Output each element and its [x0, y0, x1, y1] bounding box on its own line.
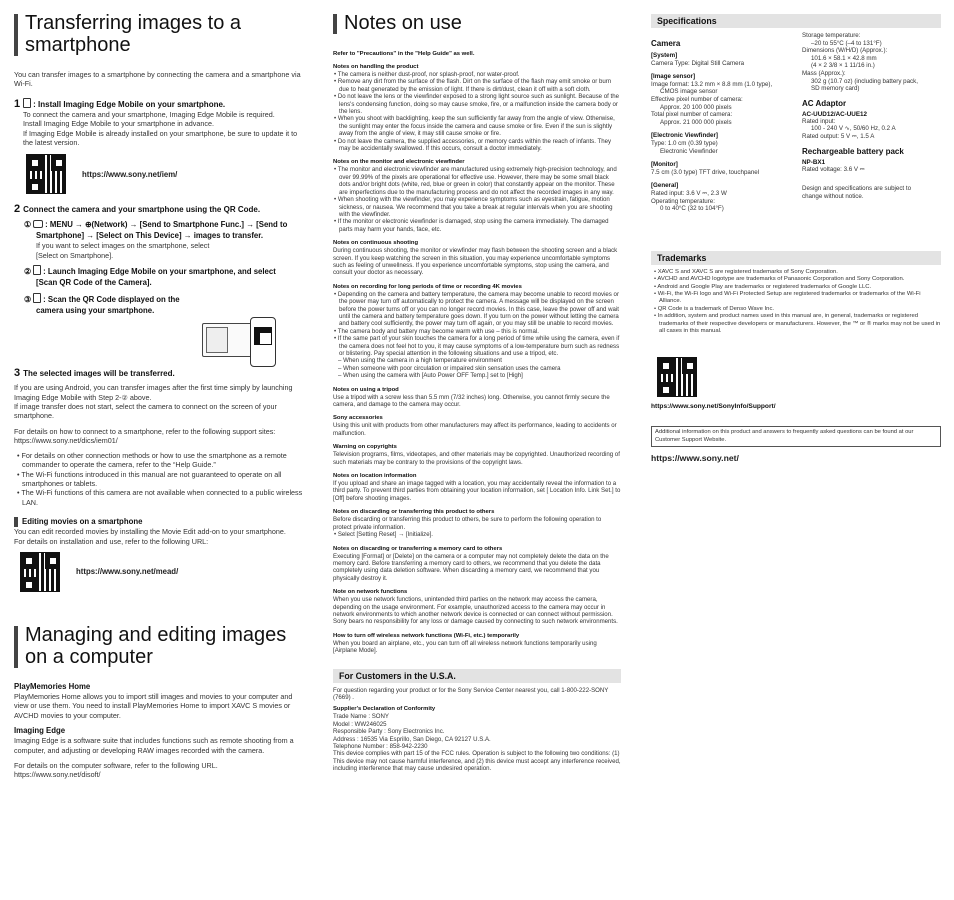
sdoc-line: Telephone Number : 858-942-2230	[333, 743, 428, 750]
notes-item: • Remove any dirt from the surface of the flash. Dirt on the surface of the flash may emit smoke or burn due to heat generated by the emission of light. If there is dirt/dust, clean it off with a soft cloth.	[334, 78, 612, 93]
list-item: • AVCHD and AVCHD logotype are trademarks of Panasonic Corporation and Sony Corporation.	[654, 276, 905, 283]
spec-group-label: [System]	[651, 52, 678, 59]
support-site-link[interactable]: https://www.sony.net/SonyInfo/Support/	[651, 403, 776, 411]
spec-value: 100 - 240 V ∿, 50/60 Hz, 0.2 A	[810, 125, 896, 133]
support-note: For details on how to connect to a smartphone, refer to the following support sites:	[14, 426, 276, 436]
spec-value: 302 g (10.7 oz) (including battery pack,	[810, 77, 918, 85]
spec-heading: AC Adaptor	[801, 98, 847, 108]
trademark-list	[651, 269, 941, 336]
list-item: • Wi-Fi, the Wi-Fi logo and Wi-Fi Protected Setup are registered trademarks or trademarks of the Wi-Fi Alliance.	[654, 290, 921, 305]
spec-value: Approx. 21 000 000 pixels	[660, 118, 732, 126]
notes-item: • The camera is neither dust-proof, nor splash-proof, nor water-proof.	[334, 71, 520, 78]
page-title: Transferring images to a smartphone	[25, 12, 242, 56]
qr-code-icon	[26, 154, 66, 194]
notes-sections	[333, 63, 621, 655]
spec-value: –20 to 55°C (–4 to 131°F)	[810, 39, 882, 47]
sdoc-title: Supplier's Declaration of Conformity	[333, 706, 436, 713]
notes-section-heading: Notes on continuous shooting	[333, 240, 419, 247]
spec-group-label: [Monitor]	[651, 161, 678, 169]
spec-value: Electronic Viewfinder	[660, 147, 718, 155]
imaging-edge-body: Imaging Edge is a software suite that includes functions such as remote shooting from a computer, and adjusting or developing RAW images recorded with the camera.	[14, 736, 294, 755]
android-note: If you are using Android, you can transfer images after the first time simply by launching Imaging Edge Mobile with Step 2-② above.	[14, 383, 293, 402]
spec-line: Storage temperature:	[801, 32, 861, 39]
usa-section-header: For Customers in the U.S.A.	[333, 669, 621, 683]
transfer-fail-note: If image transfer does not start, select the camera to connect on the screen of your smartphone.	[14, 402, 277, 421]
support-qr	[657, 357, 941, 397]
sdoc-line: Address : 16535 Via Esprillo, San Diego, CA 92127 U.S.A.	[333, 735, 491, 743]
qr-code-icon	[20, 552, 60, 592]
step-1-heading: 1 : Install Imaging Edge Mobile on your smartphone.	[14, 97, 226, 110]
substep-c: ③ : Scan the QR Code displayed on the camera using your smartphone.	[24, 295, 180, 316]
notes-item: – When using the camera with [Auto Power OFF Temp.] set to [High]	[338, 372, 523, 380]
smartphone-icon	[33, 293, 41, 303]
iem-qr-row	[26, 154, 304, 194]
sdoc-lines	[333, 713, 621, 772]
notes-section-heading: How to turn off wireless network functions (Wi-Fi, etc.) temporarily	[333, 632, 520, 639]
movies-body: You can edit recorded movies by installing the Movie Edit add-on to your smartphone. For details on installation and use, refer to the following URL:	[14, 527, 286, 546]
notes-title: Notes on use	[344, 12, 462, 34]
notes-item: – When using the camera in a high temperature environment	[338, 357, 502, 365]
qr-code-icon	[657, 357, 697, 397]
notes-item: • When shooting with the viewfinder, you may experience symptoms such as eyestrain, fatigue, motion sickness, or nausea. We recommend that you take a break at regular intervals when you are shooting with the viewfinder.	[334, 196, 613, 218]
notes-section-heading: Warning on copyrights	[333, 444, 397, 451]
list-item: • The Wi-Fi functions introduced in this manual are not guaranteed to operate on all smartphones or tablets.	[17, 469, 282, 488]
trademarks-header: Trademarks	[651, 251, 941, 265]
notes-heading	[333, 12, 621, 34]
software-link[interactable]: https://www.sony.net/disoft/	[14, 770, 101, 780]
spec-line: Rated input: 3.6 V ⎓, 2.3 W	[651, 189, 727, 197]
mead-qr-row	[20, 552, 304, 592]
mead-link[interactable]: https://www.sony.net/mead/	[76, 567, 179, 577]
computer-heading	[14, 624, 304, 668]
support-info-box: Additional information on this product and answers to frequently asked questions can be found at our Customer Support Website.	[651, 426, 941, 447]
list-item: • QR Code is a trademark of Denso Wave Inc.	[654, 305, 775, 312]
spec-value: 101.6 × 58.1 × 42.8 mm	[810, 54, 877, 62]
sdoc-line: Trade Name : SONY	[333, 713, 389, 721]
spec-group-label: [General]	[651, 182, 679, 190]
camera-icon	[33, 220, 43, 228]
specifications-header: Specifications	[651, 14, 941, 28]
software-note: For details on the computer software, refer to the following URL.	[14, 760, 218, 770]
notes-item: • The camera body and battery may become warm with use – this is normal.	[334, 327, 539, 335]
column-3	[651, 14, 941, 463]
substep-a-note: If you want to select images on the smartphone, select [Select on Smartphone].	[36, 241, 210, 260]
list-item: • XAVC S and XAVC S are registered trademarks of Sony Corporation.	[654, 268, 838, 275]
sdoc-line: This device complies with part 15 of the FCC rules. Operation is subject to the following two conditions: (1) This device may not cause harmful interference, and (2) this device must accept any interference received, including interference that may cause undesired operation.	[333, 750, 621, 773]
notes-item: • Do not leave the lens or the viewfinder exposed to a strong light source such as sunlight. Because of the lens's condensing function, doing so may cause smoke, fire, or a malfunction inside the camera body or the lens.	[334, 93, 619, 116]
notes-item: • Do not leave the camera, the supplied accessories, or memory cards within the reach of infants. They may be accidentally swallowed. If this occurs, consult a doctor immediately.	[334, 137, 612, 153]
notes-item: During continuous shooting, the monitor or viewfinder may flash between the shooting screen and a black screen. If you keep watching the screen in this situation, you may experience uncomfortable symptoms such as feeling of unwellness. If you experience uncomfortable symptoms, stop using the camera, and consult your doctor as necessary.	[333, 247, 618, 277]
step-2-substeps	[14, 219, 294, 316]
spec-value: (4 × 2 3/8 × 1 11/16 in.)	[810, 62, 875, 70]
movies-heading: Editing movies on a smartphone	[14, 517, 304, 527]
spec-value: Approx. 20 100 000 pixels	[660, 103, 732, 111]
spec-line: Total pixel number of camera:	[651, 111, 733, 119]
spec-group-label: [Image sensor]	[651, 73, 696, 81]
spec-line: Rated output: 5 V ⎓, 1.5 A	[801, 132, 875, 140]
list-item: • Android and Google Play are trademarks or registered trademarks of Google LLC.	[654, 283, 872, 290]
notes-section-heading: Notes on discarding or transferring this product to others	[333, 509, 495, 516]
notes-section-heading: Notes on using a tripod	[333, 386, 399, 393]
notes-item: When you board an airplane, etc., you can turn off all wireless network functions temporarily using [Airplane Mode].	[333, 639, 597, 655]
spec-heading: Rechargeable battery pack	[801, 146, 904, 156]
substep-a: ① : MENU → ⊕(Network) → [Send to Smartphone Func.] → [Send to Smartphone] → [Select on This Device] → images to transfer.	[24, 220, 288, 241]
spec-line: 7.5 cm (3.0 type) TFT drive, touchpanel	[651, 168, 760, 176]
spec-group-label: [Electronic Viewfinder]	[651, 132, 718, 140]
notes-item: • If the same part of your skin touches the camera for a long period of time while using the camera, even if the camera does not feel hot to you, it may cause symptoms of a low-temperature burn such as redness or blistering. Pay special attention in the following situations and use a tripod, etc.	[334, 335, 620, 357]
notes-item: When you use network functions, unintended third parties on the network may access the camera, depending on the usage environment. For example, unauthorized access to the camera may occur in network environments to which another network device is connected or can connect without permission. Sony bears no responsibility for any loss or damage caused by connecting to such network environments.	[333, 596, 618, 626]
notes-item: Television programs, films, videotapes, and other materials may be copyrighted. Unauthorized recording of such materials may be contrary to the provisions of the copyright laws.	[333, 451, 620, 466]
iem-link[interactable]: https://www.sony.net/iem/	[82, 169, 178, 179]
notes-item: Using this unit with products from other manufacturers may affect its performance, leading to accidents or malfunction.	[333, 422, 617, 437]
notes-item: • Depending on the camera and battery temperature, the camera may become unable to record movies or the power may turn off automatically to protect the camera. A message will be displayed on the screen before the power turns off or you can no longer record movies. In this case, leave the power off and wait until the camera and battery temperature goes down. If you turn on the power without letting the camera and battery cool sufficiently, the power may turn off again, or you may still be unable to record movies.	[334, 290, 619, 328]
substep-b: ② : Launch Imaging Edge Mobile on your smartphone, and select [Scan QR Code of the Camera].	[24, 267, 276, 288]
sdoc-line: Responsible Party : Sony Electronics Inc.	[333, 728, 445, 736]
spec-left	[651, 32, 794, 213]
spec-line: Dimensions (W/H/D) (Approx.):	[801, 47, 888, 55]
spec-line: Type: 1.0 cm (0.39 type)	[651, 139, 718, 147]
list-item: • The Wi-Fi functions of this camera are not available when connected to a public wireless LAN.	[17, 488, 303, 507]
help-guide-ref: Refer to "Precautions" in the "Help Guide" as well.	[333, 51, 475, 57]
notes-item: Executing [Format] or [Delete] on the camera or a computer may not completely delete the data on the memory card. Before transferring a memory card to others, we recommend that you delete the data completely using data deletion software. When discarding a memory card, we recommend that you physically destroy it.	[333, 552, 609, 582]
spec-line: Camera Type: Digital Still Camera	[651, 59, 745, 67]
notes-item: Before discarding or transferring this product to others, be sure to perform the following operation to protect private information.	[333, 516, 602, 531]
spec-line: Image format: 13.2 mm × 8.8 mm (1.0 type),	[651, 80, 773, 88]
spec-model: NP-BX1	[801, 158, 826, 166]
notes-section-heading: Notes on handling the product	[333, 64, 419, 70]
support-link[interactable]: https://www.sony.net/dics/iem01/	[14, 436, 118, 446]
qr-code-icon	[254, 327, 272, 345]
playmemories-title: PlayMemories Home	[14, 681, 91, 691]
notes-item: • Select [Setting Reset] → [Initialize].	[334, 531, 433, 539]
spec-line: Operating temperature:	[651, 197, 715, 205]
step-1-body: To connect the camera and your smartphone, Imaging Edge Mobile is required. Install Imaging Edge Mobile to your smartphone in advance. If Imaging Edge Mobile is already installed on your smartphone, be sure to update it to the latest version.	[23, 109, 298, 148]
qr-scan-illustration	[202, 317, 284, 371]
notes-section-heading: Notes on recording for long periods of time or recording 4K movies	[333, 283, 522, 290]
notes-section-heading: Notes on discarding or transferring a memory card to others	[333, 545, 503, 552]
spec-line: Rated voltage: 3.6 V ⎓	[801, 165, 865, 173]
intro-text: You can transfer images to a smartphone by connecting the camera and a smartphone via Wi-Fi.	[14, 70, 301, 89]
notes-item: Use a tripod with a screw less than 5.5 mm (7/32 inches) long. Otherwise, you cannot firmly secure the camera, and damage to the camera may occur.	[333, 393, 610, 409]
spec-right	[802, 32, 941, 213]
notes-section-heading: Notes on the monitor and electronic viewfinder	[333, 159, 465, 166]
spec-line: Rated input:	[801, 117, 836, 125]
notes-section-heading: Note on network functions	[333, 589, 408, 596]
spec-line: Mass (Approx.):	[801, 69, 846, 77]
notes-item: – When someone with poor circulation or impaired skin sensation uses the camera	[338, 364, 561, 372]
transfer-bullets	[14, 451, 304, 507]
spec-line: change without notice.	[801, 192, 864, 200]
smartphone-icon	[23, 98, 31, 108]
step-2-heading: 2 Connect the camera and your smartphone using the QR Code.	[14, 203, 261, 216]
smartphone-icon	[33, 265, 41, 275]
notes-section-heading: Notes on location information	[333, 473, 417, 480]
step-3-heading: 3 The selected images will be transferred.	[14, 367, 175, 380]
spec-columns	[651, 32, 941, 213]
notes-item: • The monitor and electronic viewfinder are manufactured using extremely high-precision technology, and over 99.99% of the pixels are operational for effective use. However, there may be some small black dots and/or bright dots (white, red, blue or green in color) that constantly appear on the monitor. These are imperfections due to the manufacturing process and do not affect the recorded images in any way.	[334, 166, 617, 196]
spec-line: Effective pixel number of camera:	[651, 95, 743, 103]
spec-model: AC-UUD12/AC-UUE12	[801, 110, 868, 118]
camera-heading: Camera	[651, 39, 681, 48]
sony-link[interactable]: https://www.sony.net/	[651, 453, 739, 464]
spec-value: 0 to 40°C (32 to 104°F)	[660, 205, 724, 213]
notes-item: • If the monitor or electronic viewfinder is damaged, stop using the camera immediately. The damaged parts may harm your hands, face, etc.	[334, 218, 609, 233]
transfer-heading	[14, 12, 304, 56]
list-item: • In addition, system and product names used in this manual are, in general, trademarks or registered trademarks of their respective developers or manufacturers. However, the ™ or ® marks may not be used in all cases in this manual.	[654, 313, 941, 334]
spec-value: CMOS image sensor	[660, 88, 718, 96]
notes-item: • When you shoot with backlighting, keep the sun sufficiently far away from the angle of view. Otherwise, the sunlight may enter the focus inside the camera and cause smoke or fire. Even if the sun is slightly away from the angle of view, it may still cause smoke or fire.	[334, 115, 615, 138]
notes-item: If you upload and share an image tagged with a location, you may accidentally reveal the information to a third party. To prevent third parties from obtaining your location information, set [ Location Info. Link Set.] to [Off] before shooting images.	[333, 480, 621, 502]
spec-line: Design and specifications are subject to	[801, 185, 912, 193]
column-2	[333, 12, 621, 773]
column-1	[14, 12, 304, 780]
notes-section-heading: Sony accessories	[333, 415, 383, 422]
imaging-edge-title: Imaging Edge	[14, 726, 66, 736]
list-item: • For details on other connection methods or how to use the smartphone as a remote commander to operate the camera, refer to the “Help Guide.”	[17, 450, 287, 470]
section-title: Managing and editing images on a computer	[25, 623, 287, 668]
usa-question: For question regarding your product or for the Sony Service Center nearest you, call 1-800-222-SONY (7669) .	[333, 686, 609, 701]
playmemories-body: PlayMemories Home allows you to import still images and movies to your computer and view or use them. You need to install PlayMemories Home to import XAVC S movies or AVCHD movies to your computer.	[14, 691, 293, 720]
sdoc-line: Model : WW246025	[333, 720, 387, 728]
spec-value: SD memory card)	[810, 85, 860, 93]
